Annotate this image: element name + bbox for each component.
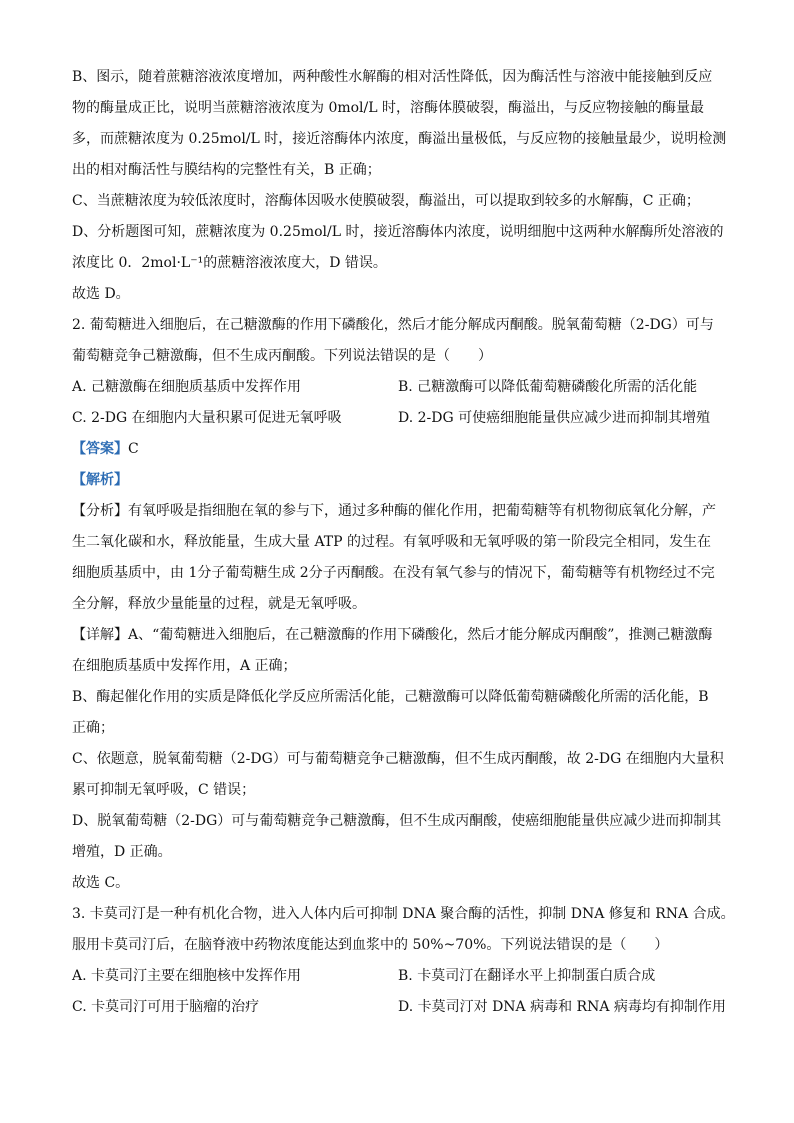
- xiangjie-line: 在细胞质基质中发挥作用，A 正确；: [72, 658, 297, 674]
- xiangjie-line: D、脱氧葡萄糖（2-DG）可与葡萄糖竞争己糖激酶，但不生成丙酮酸，使癌细胞能量供应减少进而抑制其: [72, 813, 722, 829]
- text-line: D、分析题图可知，蔗糖浓度为 0.25mol/L 时，接近溶酶体内浓度，说明细胞中这两种水解酶所处溶液的: [72, 224, 724, 240]
- option-d: D. 卡莫司汀对 DNA 病毒和 RNA 病毒均有抑制作用: [398, 999, 726, 1015]
- xiangjie-line: C、依题意，脱氧葡萄糖（2-DG）可与葡萄糖竞争己糖激酶，但不生成丙酮酸，故 2-DG 在细胞内大量积: [72, 751, 724, 767]
- question-2-options: [72, 372, 724, 434]
- xiangjie-tag: 【详解】: [72, 627, 128, 643]
- analysis-tag: 【解析】: [72, 472, 128, 488]
- text-line: 多，而蔗糖浓度为 0.25mol/L 时，接近溶酶体内浓度，酶溢出量极低，与反应物的接触量最少，说明检测: [72, 131, 727, 147]
- text-line: 物的酶量成正比，说明当蔗糖溶液浓度为 0mol/L 时，溶酶体膜破裂，酶溢出，与反应物接触的酶量最: [72, 100, 705, 116]
- text-line: 出的相对酶活性与膜结构的完整性有关，B 正确；: [72, 162, 381, 178]
- xiangjie-line: 正确；: [72, 720, 114, 736]
- xiangjie-line: B、酶起催化作用的实质是降低化学反应所需活化能，己糖激酶可以降低葡萄糖磷酸化所需的活化能，B: [72, 689, 709, 705]
- fenxi-line: [72, 496, 724, 527]
- fenxi-tag: 【分析】: [72, 503, 128, 519]
- option-d: D. 2-DG 可使癌细胞能量供应减少进而抑制其增殖: [398, 410, 711, 426]
- text-line: B、图示，随着蔗糖溶液浓度增加，两种酸性水解酶的相对活性降低，因为酶活性与溶液中能接触到反应: [72, 69, 713, 85]
- fenxi-line: 生二氧化碳和水，释放能量，生成大量 ATP 的过程。有氧呼吸和无氧呼吸的第一阶段完全相同，发生在: [72, 534, 712, 550]
- question-2-stem: 葡萄糖竞争己糖激酶，但不生成丙酮酸。下列说法错误的是（ ）: [72, 348, 492, 364]
- xiangjie-line: 累可抑制无氧呼吸，C 错误；: [72, 782, 256, 798]
- analysis-heading: [72, 465, 724, 496]
- question-2-stem: 2. 葡萄糖进入细胞后，在己糖激酶的作用下磷酸化，然后才能分解成丙酮酸。脱氧葡萄糖（2-DG）可与: [72, 317, 714, 333]
- answer-line: [72, 434, 724, 465]
- option-a: A. 卡莫司汀主要在细胞核中发挥作用: [72, 968, 302, 984]
- xiangjie-line: 增殖，D 正确。: [72, 844, 172, 860]
- option-a: A. 己糖激酶在细胞质基质中发挥作用: [72, 379, 302, 395]
- conclusion-line: 故选 D。: [72, 286, 130, 302]
- question-3-stem: 服用卡莫司汀后，在脑脊液中药物浓度能达到血浆中的 50%~70%。下列说法错误的是（ ）: [72, 937, 669, 953]
- xiangjie-text: A、“葡萄糖进入细胞后，在己糖激酶的作用下磷酸化，然后才能分解成丙酮酸”，推测己糖激酶: [128, 627, 713, 643]
- xiangjie-line: [72, 620, 724, 651]
- document-page: [72, 62, 735, 1023]
- answer-tag: 【答案】: [72, 441, 128, 457]
- text-line: 浓度比 0．2mol·L⁻¹的蔗糖溶液浓度大，D 错误。: [72, 255, 387, 271]
- answer-value: C: [128, 441, 139, 457]
- conclusion-line: 故选 C。: [72, 875, 130, 891]
- option-b: B. 己糖激酶可以降低葡萄糖磷酸化所需的活化能: [398, 379, 698, 395]
- fenxi-line: 全分解，释放少量能量的过程，就是无氧呼吸。: [72, 596, 366, 612]
- option-b: B. 卡莫司汀在翻译水平上抑制蛋白质合成: [398, 968, 656, 984]
- text-line: C、当蔗糖浓度为较低浓度时，溶酶体因吸水使膜破裂，酶溢出，可以提取到较多的水解酶，C 正确；: [72, 193, 700, 209]
- fenxi-line: 细胞质基质中，由 1分子葡萄糖生成 2分子丙酮酸。在没有氧气参与的情况下，葡萄糖等有机物经过不完: [72, 565, 715, 581]
- option-c: C. 卡莫司汀可用于脑瘤的治疗: [72, 999, 260, 1015]
- question-3-stem: 3. 卡莫司汀是一种有机化合物，进入人体内后可抑制 DNA 聚合酶的活性，抑制 DNA 修复和 RNA 合成。: [72, 906, 735, 922]
- option-c: C. 2-DG 在细胞内大量积累可促进无氧呼吸: [72, 410, 342, 426]
- question-3-options: [72, 961, 724, 1023]
- fenxi-text: 有氧呼吸是指细胞在氧的参与下，通过多种酶的催化作用，把葡萄糖等有机物彻底氧化分解，产: [128, 503, 716, 519]
